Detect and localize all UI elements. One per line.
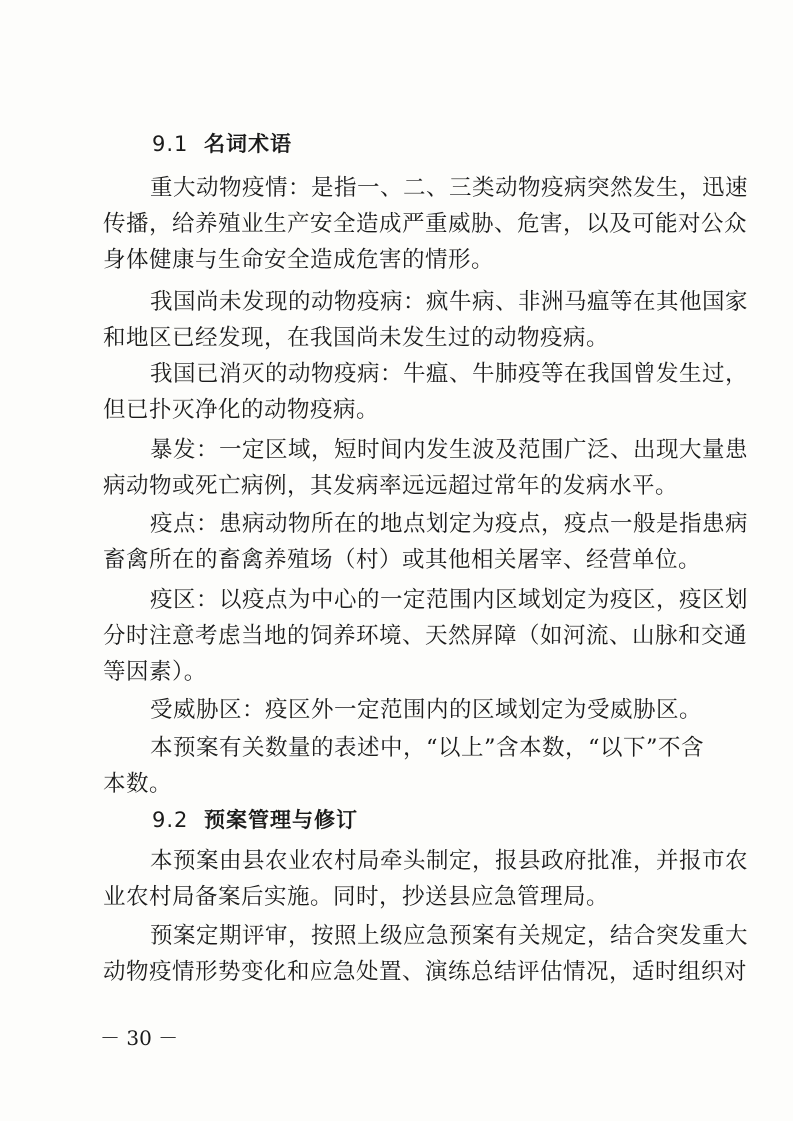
paragraph-line: 受威胁区：疫区外一定范围内的区域划定为受威胁区。 [150, 697, 703, 723]
paragraph-line: 预案定期评审，按照上级应急预案有关规定，结合突发重大 [150, 923, 749, 949]
paragraph-line: 我国尚未发现的动物疫病：疯牛病、非洲马瘟等在其他国家 [150, 289, 749, 315]
paragraph-line: 等因素）。 [103, 659, 207, 685]
paragraph-line: 动物疫情形势变化和应急处置、演练总结评估情况，适时组织对 [103, 959, 748, 985]
paragraph-line: 重大动物疫情：是指一、二、三类动物疫病突然发生，迅速 [150, 175, 749, 201]
paragraph-line: 暴发：一定区域，短时间内发生波及范围广泛、出现大量患 [150, 437, 749, 463]
paragraph-line: 疫点：患病动物所在的地点划定为疫点，疫点一般是指患病 [150, 511, 749, 537]
section-title: 预案管理与修订 [204, 807, 358, 832]
section-heading-9-2 [152, 804, 358, 834]
paragraph-line: 传播，给养殖业生产安全造成严重威胁、危害，以及可能对公众 [103, 211, 748, 237]
paragraph-line: 我国已消灭的动物疫病：牛瘟、牛肺疫等在我国曾发生过， [150, 361, 749, 387]
paragraph-line: 本数。 [103, 771, 173, 797]
paragraph-line: 畜禽所在的畜禽养殖场（村）或其他相关屠宰、经营单位。 [103, 547, 702, 573]
page-number: － 30 － [100, 1026, 179, 1050]
paragraph-line: 病动物或死亡病例，其发病率远远超过常年的发病水平。 [103, 473, 679, 499]
paragraph-line: 疫区：以疫点为中心的一定范围内区域划定为疫区，疫区划 [150, 587, 749, 613]
paragraph-line: 本预案有关数量的表述中，“以上”含本数，“以下”不含 [150, 735, 705, 761]
paragraph-line: 业农村局备案后实施。同时，抄送县应急管理局。 [103, 884, 610, 910]
paragraph-line: 分时注意考虑当地的饲养环境、天然屏障（如河流、山脉和交通 [103, 623, 748, 649]
paragraph-line: 但已扑灭净化的动物疫病。 [103, 397, 380, 423]
paragraph-line: 和地区已经发现，在我国尚未发生过的动物疫病。 [103, 325, 610, 351]
section-number: 9.2 [152, 808, 189, 832]
section-title: 名词术语 [204, 131, 292, 156]
paragraph-line: 本预案由县农业农村局牵头制定，报县政府批准，并报市农 [150, 848, 749, 874]
section-number: 9.1 [152, 132, 189, 156]
paragraph-line: 身体健康与生命安全造成危害的情形。 [103, 247, 495, 273]
section-heading-9-1 [152, 128, 292, 158]
